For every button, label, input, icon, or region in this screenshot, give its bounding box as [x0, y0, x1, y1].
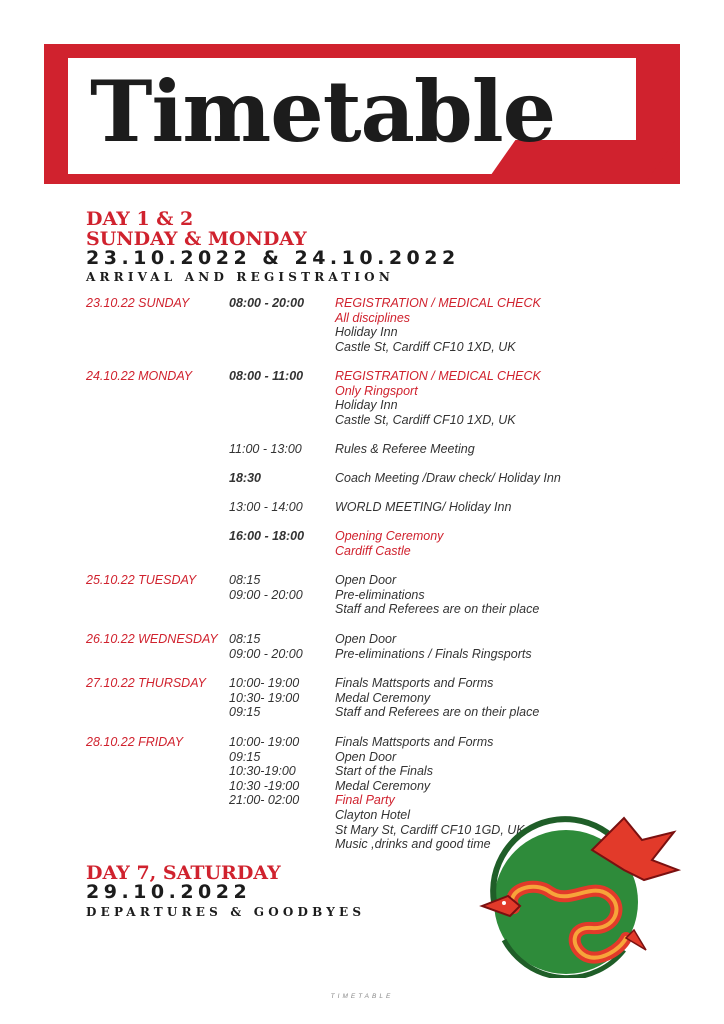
schedule-line: REGISTRATION / MEDICAL CHECK — [335, 369, 541, 383]
schedule-time: 18:30 — [229, 471, 261, 485]
section1-subtitle: ARRIVAL AND REGISTRATION — [86, 270, 395, 284]
schedule-time: 21:00- 02:00 — [229, 793, 300, 808]
schedule-line: Medal Ceremony — [335, 690, 431, 705]
schedule-line: Staff and Referees are on their place — [335, 705, 540, 720]
schedule-time: 10:00- 19:00 — [229, 735, 300, 749]
schedule-time: 09:00 - 20:00 — [229, 587, 303, 602]
schedule-description — [335, 573, 635, 617]
schedule-line: Opening Ceremony — [335, 529, 444, 543]
schedule-times — [229, 471, 329, 486]
schedule-description — [335, 632, 635, 661]
schedule-time: 08:15 — [229, 573, 261, 587]
schedule-times — [229, 369, 329, 384]
schedule-time: 10:00- 19:00 — [229, 676, 300, 690]
schedule-day: 28.10.22 FRIDAY — [86, 735, 184, 749]
section2-subtitle: DEPARTURES & GOODBYES — [86, 905, 366, 919]
schedule-line: Open Door — [335, 749, 397, 764]
schedule-line: Coach Meeting /Draw check/ Holiday Inn — [335, 471, 561, 485]
section1-weekday: SUNDAY & MONDAY — [86, 228, 307, 250]
schedule-times — [229, 676, 329, 720]
schedule-line: Cardiff Castle — [335, 543, 411, 558]
schedule-time: 09:00 - 20:00 — [229, 646, 303, 661]
schedule-line: Medal Ceremony — [335, 778, 431, 793]
schedule-day: 27.10.22 THURSDAY — [86, 676, 206, 690]
page-title: Timetable — [90, 62, 556, 161]
schedule-line: WORLD MEETING/ Holiday Inn — [335, 500, 512, 514]
schedule-line: Pre-eliminations / Finals Ringsports — [335, 646, 532, 661]
schedule-description — [335, 369, 635, 427]
schedule-time: 13:00 - 14:00 — [229, 500, 303, 514]
schedule-line: Start of the Finals — [335, 764, 433, 779]
schedule-times — [229, 529, 329, 544]
schedule-time: 10:30 -19:00 — [229, 778, 300, 793]
schedule-line: Holiday Inn — [335, 325, 398, 340]
schedule-line: Staff and Referees are on their place — [335, 602, 540, 617]
schedule-line: Open Door — [335, 632, 397, 646]
schedule-line: Rules & Referee Meeting — [335, 442, 475, 456]
schedule-times — [229, 442, 329, 457]
schedule-day: 23.10.22 SUNDAY — [86, 296, 190, 310]
section1-dates: 23.10.2022 & 24.10.2022 — [86, 247, 460, 269]
schedule-times — [229, 500, 329, 515]
schedule-description — [335, 442, 635, 457]
dragon-emblem-icon — [474, 810, 688, 978]
schedule-day: 26.10.22 WEDNESDAY — [86, 632, 218, 646]
schedule-time: 09:15 — [229, 705, 261, 720]
schedule-line: Open Door — [335, 573, 397, 587]
schedule-time: 10:30- 19:00 — [229, 690, 300, 705]
schedule-times — [229, 632, 329, 661]
schedule-line: Music ,drinks and good time — [335, 837, 491, 852]
schedule-time: 16:00 - 18:00 — [229, 529, 305, 543]
schedule-times — [229, 573, 329, 602]
schedule-line: Castle St, Cardiff CF10 1XD, UK — [335, 412, 516, 427]
schedule-line: Clayton Hotel — [335, 807, 411, 822]
schedule-description — [335, 471, 635, 486]
schedule-line: Pre-eliminations — [335, 587, 425, 602]
schedule-line: REGISTRATION / MEDICAL CHECK — [335, 296, 541, 310]
schedule-time: 11:00 - 13:00 — [229, 442, 302, 456]
schedule-line: Final Party — [335, 793, 395, 808]
schedule-description — [335, 676, 635, 720]
schedule-day: 24.10.22 MONDAY — [86, 369, 193, 383]
schedule-line: Finals Mattsports and Forms — [335, 676, 494, 690]
schedule-times — [229, 735, 329, 808]
schedule-time: 08:15 — [229, 632, 261, 646]
section2-day: DAY 7, SATURDAY — [86, 862, 281, 884]
schedule-line: Only Ringsport — [335, 383, 418, 398]
schedule-line: All disciplines — [335, 310, 411, 325]
schedule-description — [335, 296, 635, 354]
footer-label: TIMETABLE — [330, 993, 394, 1000]
schedule-times — [229, 296, 329, 311]
schedule-time: 10:30-19:00 — [229, 764, 296, 779]
schedule-description — [335, 529, 635, 558]
schedule-line: Finals Mattsports and Forms — [335, 735, 494, 749]
schedule-line: St Mary St, Cardiff CF10 1GD, UK — [335, 822, 525, 837]
schedule-line: Holiday Inn — [335, 398, 398, 413]
schedule-time: 09:15 — [229, 749, 261, 764]
schedule-time: 08:00 - 11:00 — [229, 369, 304, 383]
schedule-line: Castle St, Cardiff CF10 1XD, UK — [335, 339, 516, 354]
section2-date: 29.10.2022 — [86, 881, 252, 903]
schedule-day: 25.10.22 TUESDAY — [86, 573, 197, 587]
schedule-time: 08:00 - 20:00 — [229, 296, 305, 310]
section1-day: DAY 1 & 2 — [86, 208, 194, 230]
schedule-description — [335, 500, 635, 515]
